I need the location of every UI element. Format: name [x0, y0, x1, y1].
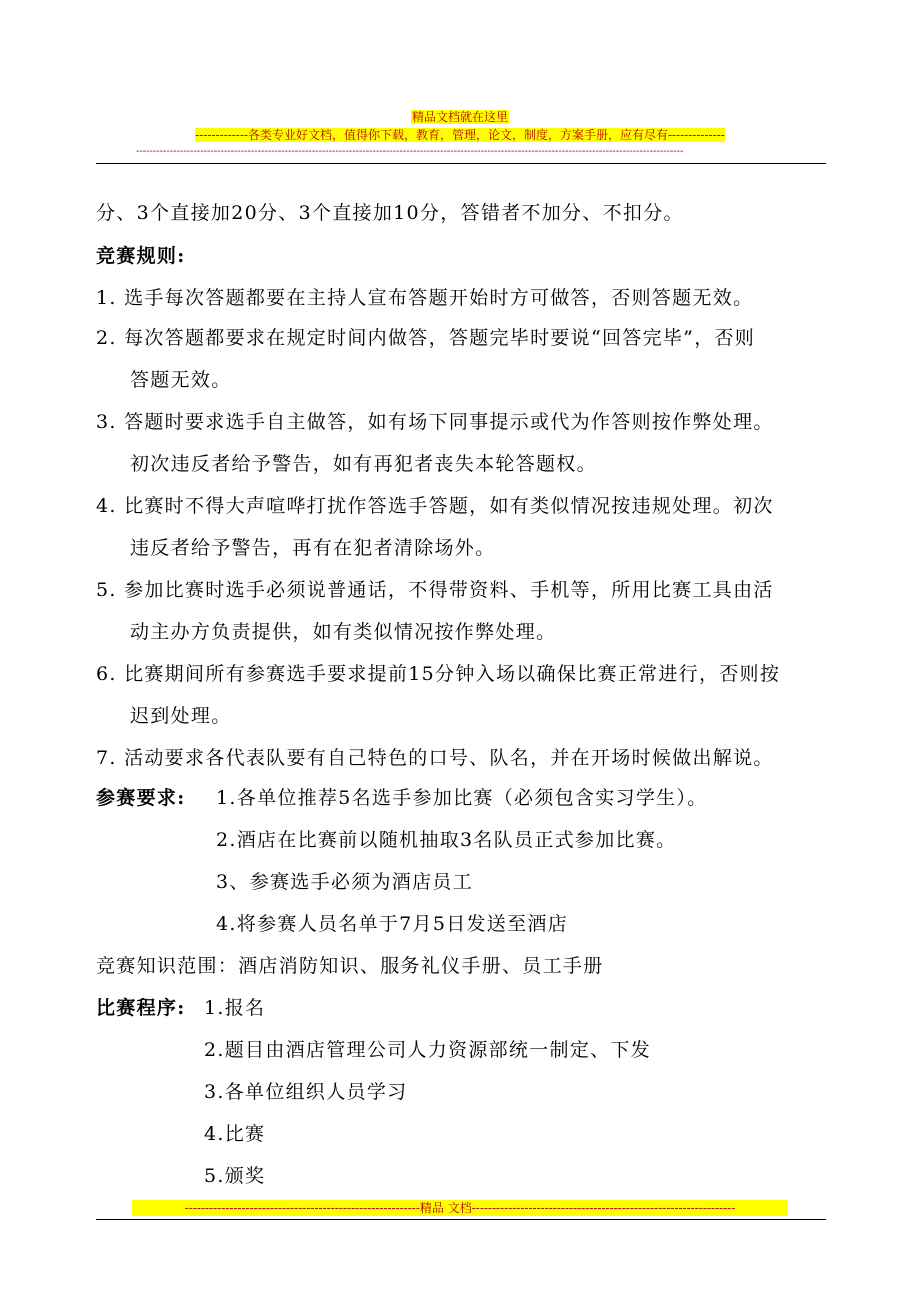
rule-item: 7. 活动要求各代表队要有自己特色的口号、队名，并在开场时候做出解说。 [96, 747, 774, 769]
rule-item: 5. 参加比赛时选手必须说普通话，不得带资料、手机等，所用比赛工具由活 [96, 579, 774, 601]
procedure-item: 5.颁奖 [204, 1165, 266, 1187]
requirements-heading: 参赛要求: [96, 787, 186, 809]
knowledge-scope: 竞赛知识范围：酒店消防知识、服务礼仪手册、员工手册 [96, 955, 604, 977]
requirement-item: 2.酒店在比赛前以随机抽取3名队员正式参加比赛。 [216, 829, 677, 851]
procedure-item: 3.各单位组织人员学习 [204, 1081, 408, 1103]
rule-item-cont: 答题无效。 [130, 369, 232, 391]
procedure-item: 4.比赛 [204, 1123, 266, 1145]
rule-item: 3. 答题时要求选手自主做答，如有场下同事提示或代为作答则按作弊处理。 [96, 411, 774, 433]
header-rule [96, 163, 826, 164]
header-title: 精品文档就在这里 [411, 110, 508, 124]
rule-item: 1. 选手每次答题都要在主持人宣布答题开始时方可做答，否则答题无效。 [96, 287, 754, 309]
rule-item: 4. 比赛时不得大声喧哗打扰作答选手答题，如有类似情况按违规处理。初次 [96, 495, 774, 517]
rule-item-cont: 违反者给予警告，再有在犯者清除场外。 [130, 537, 496, 559]
rules-heading: 竞赛规则: [96, 245, 186, 267]
rule-item-cont: 初次违反者给予警告，如有再犯者丧失本轮答题权。 [130, 453, 597, 475]
scoring-line: 分、3个直接加20分、3个直接加10分，答错者不加分、不扣分。 [96, 202, 684, 224]
rule-item-cont: 动主办方负责提供，如有类似情况按作弊处理。 [130, 621, 557, 643]
rule-item: 6. 比赛期间所有参赛选手要求提前15分钟入场以确保比赛正常进行，否则按 [96, 663, 781, 685]
procedure-heading: 比赛程序: [96, 997, 186, 1019]
header-slogan: -------------各类专业好文档，值得你下载，教育，管理，论文，制度，方案手册，应有尽有-------------- [195, 128, 725, 142]
footer-banner: ----------------------------------------------------------精品 文档----------------------------------------------------------------- [132, 1200, 788, 1216]
rule-item-cont: 迟到处理。 [130, 705, 232, 727]
requirement-item: 1.各单位推荐5名选手参加比赛（必须包含实习学生）。 [216, 787, 708, 809]
requirement-item: 3、参赛选手必须为酒店员工 [216, 871, 473, 893]
procedure-item: 1.报名 [204, 997, 266, 1019]
header-dash-line: ------------------------------------------------------------------------------------------------------------------------------------------------------------------ [136, 146, 684, 157]
requirement-item: 4.将参赛人员名单于7月5日发送至酒店 [216, 913, 569, 935]
rule-item: 2. 每次答题都要求在规定时间内做答，答题完毕时要说“回答完毕”，否则 [96, 327, 756, 349]
procedure-item: 2.题目由酒店管理公司人力资源部统一制定、下发 [204, 1039, 652, 1061]
footer-rule [96, 1219, 826, 1220]
